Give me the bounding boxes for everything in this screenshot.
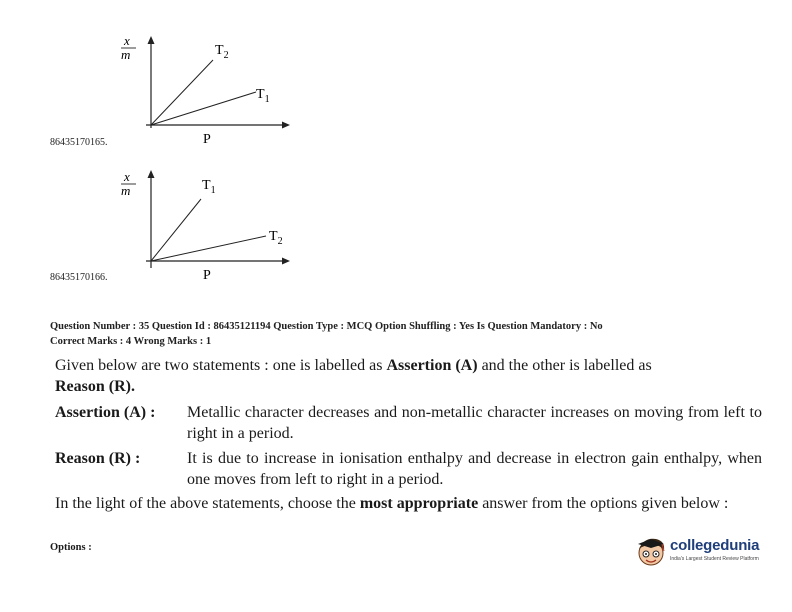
intro-assertion-bold: Assertion (A) [386, 357, 478, 374]
graph-1-id: 86435170165. [50, 137, 108, 148]
graph-2 [110, 165, 310, 283]
y-axis-label-den: m [121, 47, 131, 62]
x-axis-label: P [203, 268, 211, 283]
graph-2-svg [110, 165, 310, 283]
reason-text: It is due to increase in ionisation enthalpy and decrease in electron gain enthalpy, when one moves from left to right in a period. [187, 450, 762, 488]
assertion-label: Assertion (A) : [55, 404, 156, 421]
collegedunia-logo [634, 534, 764, 572]
question-meta-line2: Correct Marks : 4 Wrong Marks : 1 [50, 336, 212, 347]
question-closing [55, 493, 762, 514]
y-axis-label-num: x [124, 33, 130, 48]
closing-text-a: In the light of the above statements, choose the [55, 495, 360, 512]
y-axis-label-den: m [121, 183, 131, 198]
logo-wordmark: collegedunia [670, 537, 760, 554]
question-intro-line2 [55, 376, 135, 397]
x-axis-arrow [282, 258, 290, 265]
intro-text-a: Given below are two statements : one is labelled as [55, 357, 387, 374]
intro-reason-bold: Reason (R). [55, 378, 135, 395]
y-axis-arrow [148, 170, 155, 178]
graph-2-id: 86435170166. [50, 272, 108, 283]
x-axis-label: P [203, 132, 211, 147]
y-axis-arrow [148, 36, 155, 44]
question-intro-line1 [55, 355, 652, 376]
logo-tagline: India's Largest Student Review Platform [670, 556, 759, 562]
options-label: Options : [50, 542, 92, 553]
mascot-icon [634, 534, 668, 570]
shallow-line-label: $T_2$ [269, 229, 283, 247]
graph-1 [110, 28, 310, 147]
y-axis-label-num: x [124, 169, 130, 184]
graph-1-svg [110, 28, 310, 147]
closing-bold: most appropriate [359, 495, 479, 512]
shallow-line-label: $T_1$ [256, 87, 270, 105]
x-axis-arrow [282, 122, 290, 129]
steep-line-label: $T_1$ [202, 178, 216, 196]
closing-text-c: answer from the options given below : [478, 495, 729, 512]
assertion-text: Metallic character decreases and non-metallic character increases on moving from left to right in a period. [187, 404, 762, 442]
intro-text-c: and the other is labelled as [477, 357, 652, 374]
steep-line-label: $T_2$ [215, 43, 229, 61]
question-meta-line1: Question Number : 35 Question Id : 86435121194 Question Type : MCQ Option Shuffling : Yes Is Question Mandatory : No [50, 321, 603, 332]
reason-label: Reason (R) : [55, 450, 141, 467]
